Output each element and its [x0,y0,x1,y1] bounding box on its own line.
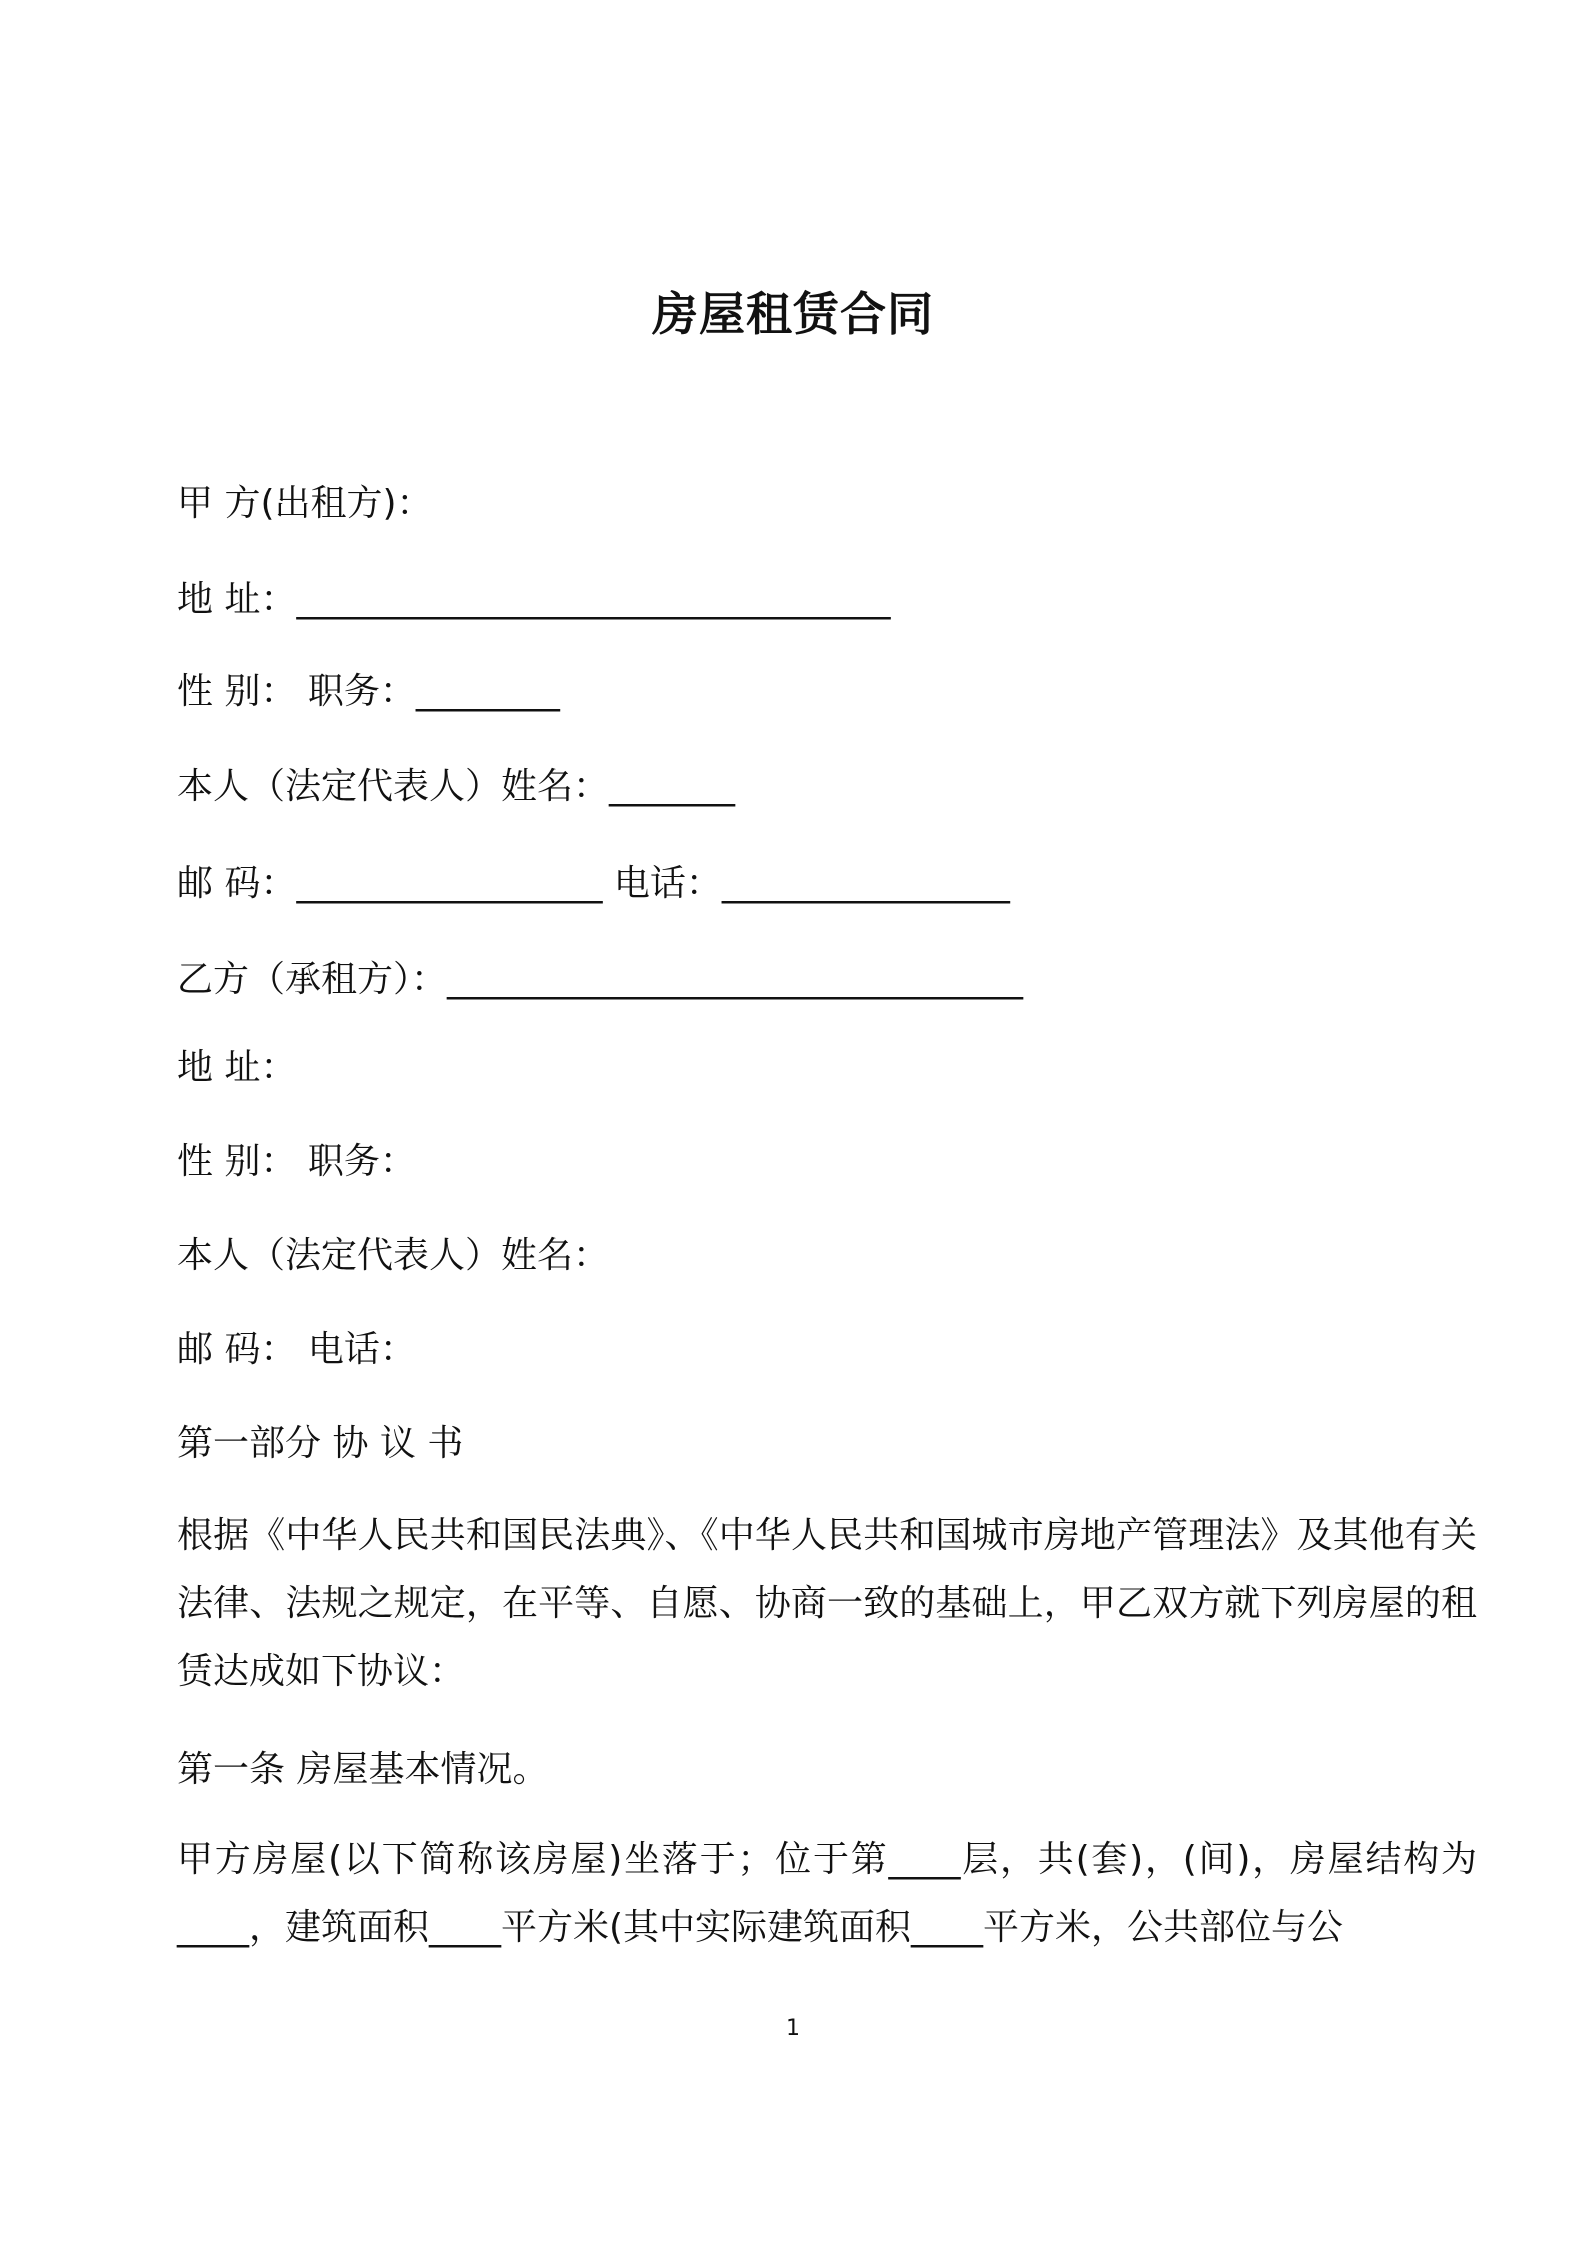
party-b-label: 乙方（承租方）：________________________________ [177,959,1024,1000]
party-b-representative: 本人（法定代表人）姓名： [177,1235,610,1276]
party-a-gender-duty: 性 别： 职务：________ [177,671,560,712]
article-one-heading: 第一条 房屋基本情况。 [177,1749,549,1790]
article-one-paragraph: 甲方房屋(以下简称该房屋)坐落于；位于第____层，共(套)，(间)，房屋结构为____，建筑面积____平方米(其中实际建筑面积____平方米，公共部位与公 [177,1839,1477,1948]
preamble-paragraph: 根据《中华人民共和国民法典》、《中华人民共和国城市房地产管理法》及其他有关法律、法规之规定，在平等、自愿、协商一致的基础上，甲乙双方就下列房屋的租赁达成如下协议： [177,1515,1477,1692]
party-b-postal-phone: 邮 码： 电话： [177,1329,416,1370]
party-a-address: 地 址：_________________________________ [177,579,891,620]
page-number: 1 [786,2016,800,2041]
party-a-representative: 本人（法定代表人）姓名：_______ [177,766,736,807]
party-b-gender-duty: 性 别： 职务： [177,1141,416,1182]
party-a-postal-phone: 邮 码：_________________ 电话：________________ [177,863,1010,904]
party-a-label: 甲 方(出租方)： [177,483,433,524]
part-one-heading: 第一部分 协 议 书 [177,1423,464,1464]
document-title: 房屋租赁合同 [652,287,934,341]
party-b-address: 地 址： [177,1047,297,1088]
